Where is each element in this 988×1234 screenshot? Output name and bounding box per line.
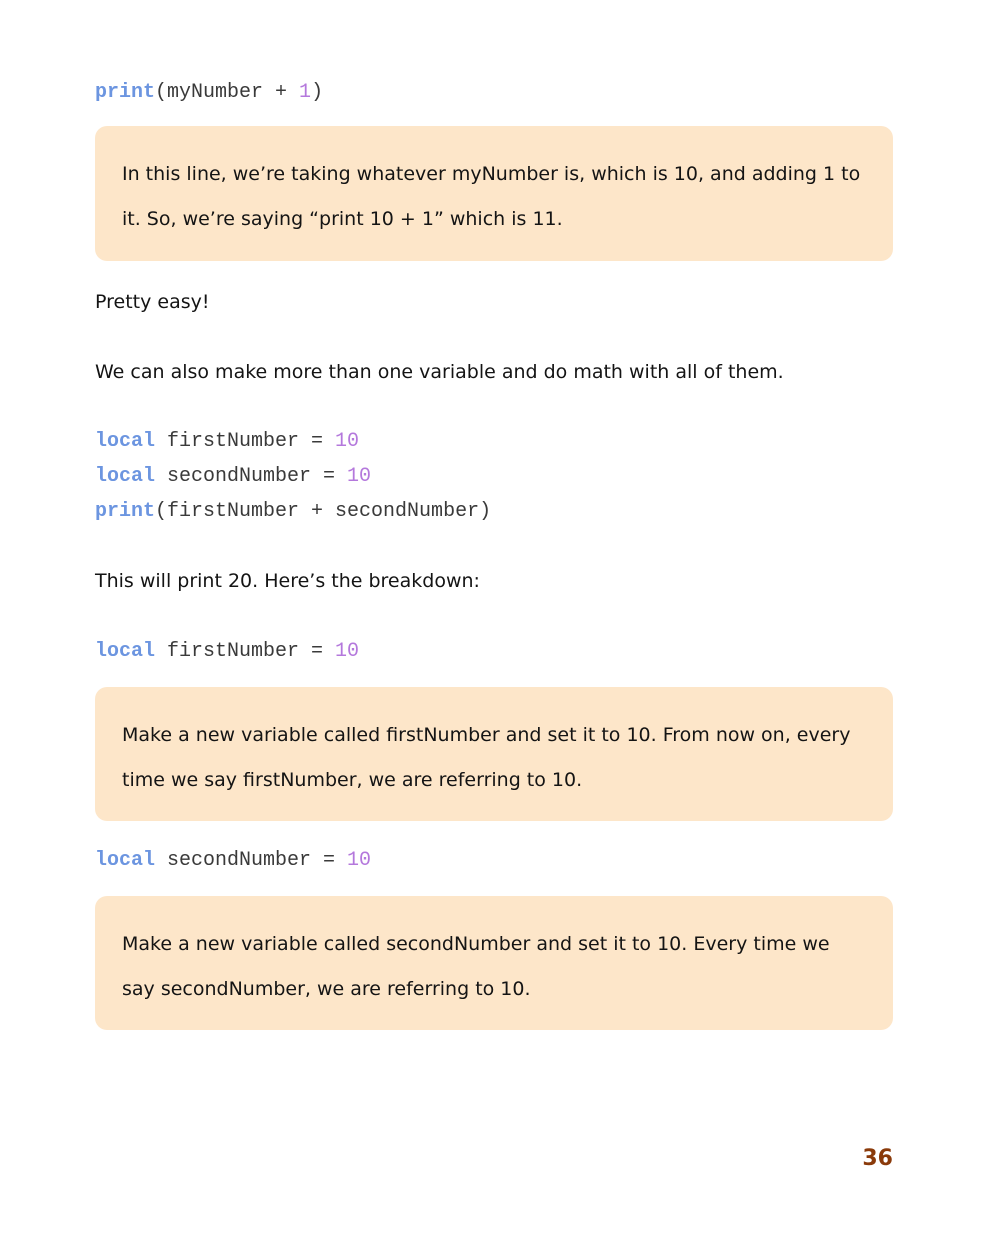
code-line (95, 459, 491, 494)
code-line (95, 843, 371, 878)
code-text: secondNumber = (155, 849, 348, 872)
code-text: ) (311, 81, 324, 104)
code-keyword: print (95, 500, 156, 523)
explanation-text: Make a new variable called secondNumber and set it to 10. Every time we say secondNumber, we are referring to 10. (122, 933, 830, 1000)
code-keyword: print (95, 81, 156, 104)
code-keyword: local (95, 849, 156, 872)
code-text: (firstNumber + secondNumber) (155, 500, 492, 523)
code-line (95, 494, 491, 529)
explanation-box (95, 896, 893, 1030)
code-keyword: local (95, 465, 156, 488)
code-text: firstNumber = (155, 640, 336, 663)
explanation-text: Make a new variable called firstNumber and set it to 10. From now on, every time we say firstNumber, we are referring to 10. (122, 724, 851, 791)
code-text: secondNumber = (155, 465, 348, 488)
code-keyword: local (95, 430, 156, 453)
code-line (95, 424, 491, 459)
code-number: 10 (347, 465, 372, 488)
page-number: 36 (862, 1146, 893, 1171)
code-block (95, 424, 491, 529)
code-text: firstNumber = (155, 430, 336, 453)
code-number: 10 (335, 430, 360, 453)
paragraph: Pretty easy! (95, 291, 210, 313)
explanation-box (95, 687, 893, 821)
explanation-text: In this line, we’re taking whatever myNumber is, which is 10, and adding 1 to it. So, we’re saying “print 10 + 1” which is 11. (122, 163, 861, 230)
code-number: 1 (299, 81, 312, 104)
code-number: 10 (335, 640, 360, 663)
code-keyword: local (95, 640, 156, 663)
paragraph: We can also make more than one variable and do math with all of them. (95, 361, 784, 383)
code-text: (myNumber + (155, 81, 300, 104)
code-number: 10 (347, 849, 372, 872)
code-line (95, 634, 359, 669)
code-print-mynumber (95, 75, 323, 110)
paragraph: This will print 20. Here’s the breakdown: (95, 570, 480, 592)
explanation-box (95, 126, 893, 261)
